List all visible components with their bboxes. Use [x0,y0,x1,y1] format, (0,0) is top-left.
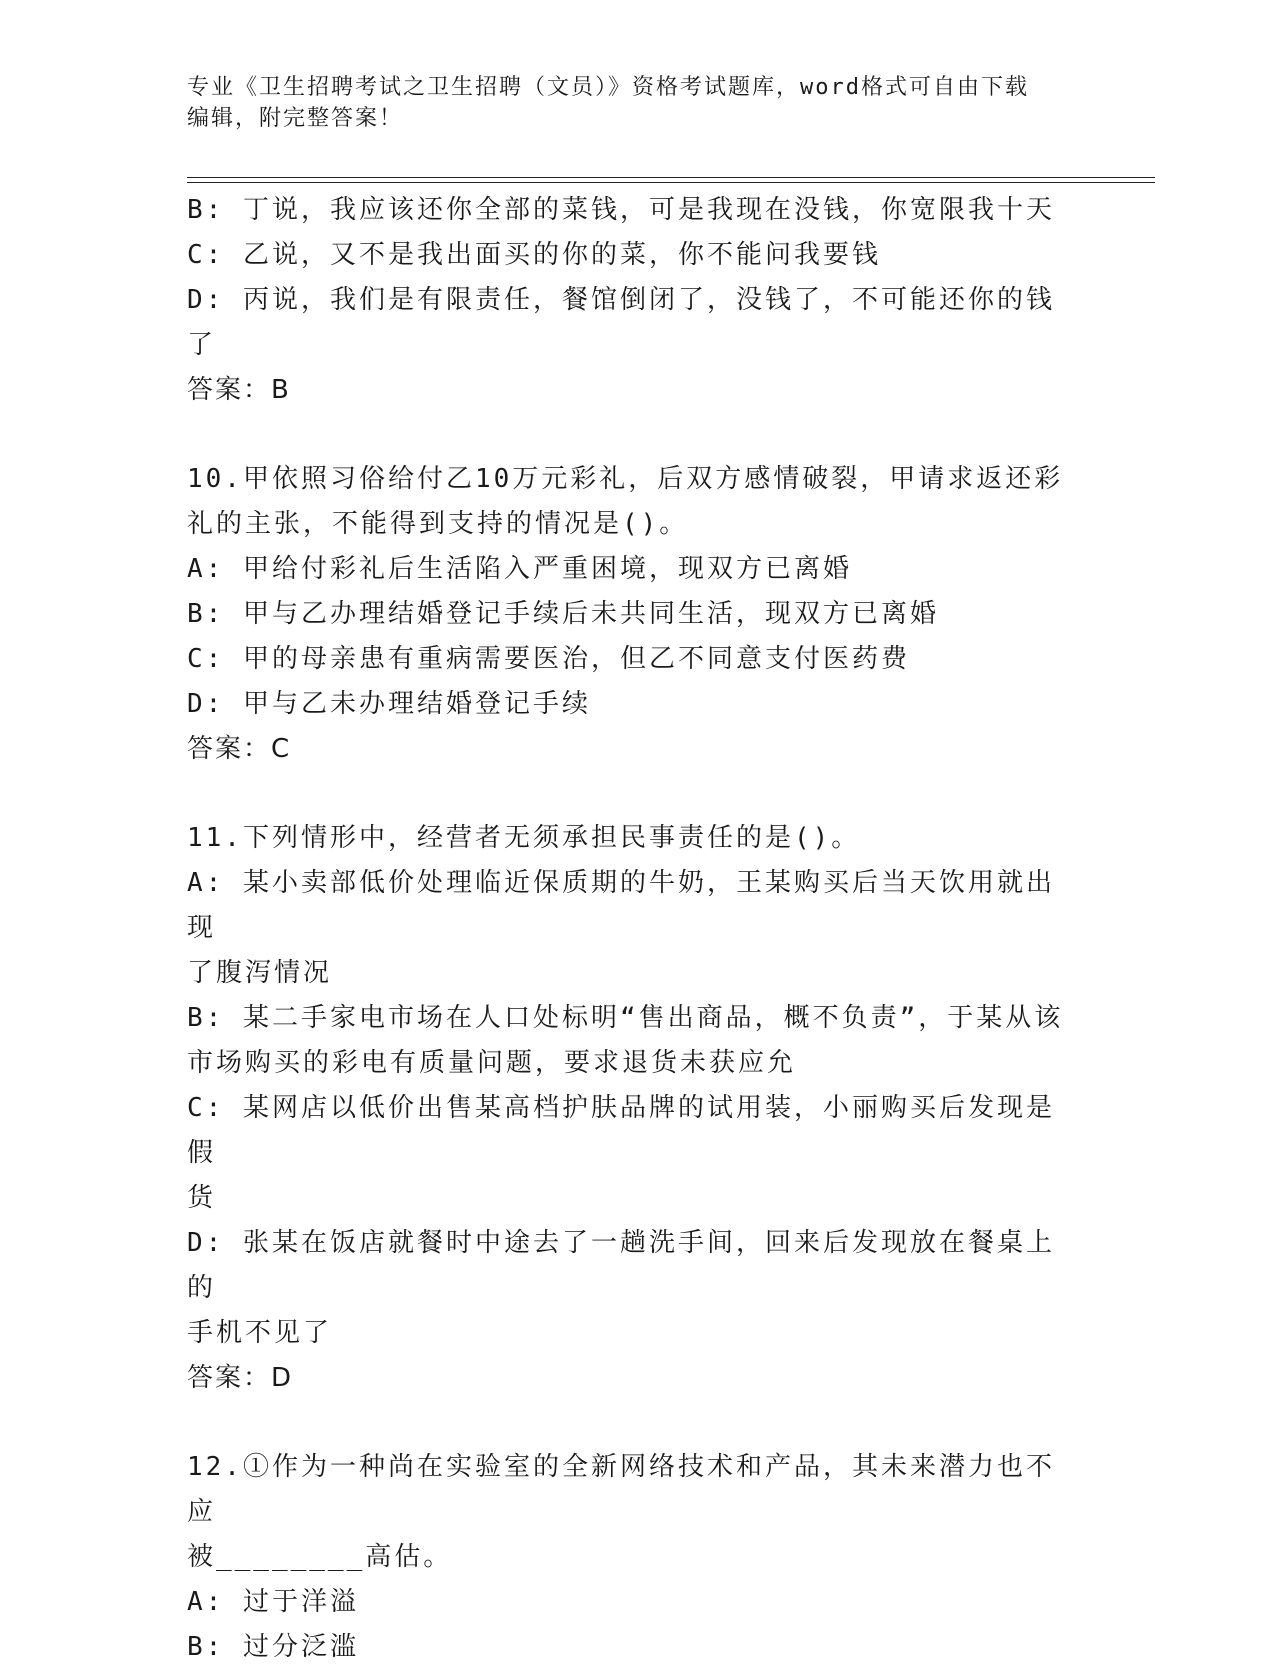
option-a: A: 甲给付彩礼后生活陷入严重困境，现双方已离婚 [187,554,852,584]
option-c: C: 甲的母亲患有重病需要医治，但乙不同意支付医药费 [187,644,910,674]
question-stem: 11.下列情形中，经营者无须承担民事责任的是()。 [187,823,861,853]
answer: 答案：C [187,734,292,764]
question-stem: 10.甲依照习俗给付乙10万元彩礼，后双方感情破裂，甲请求返还彩 [187,464,1064,494]
header-line-2: 编辑，附完整答案！ [187,106,404,131]
option-c: C: 乙说，又不是我出面买的你的菜，你不能问我要钱 [187,240,881,270]
question-stem-cont: 礼的主张，不能得到支持的情况是()。 [187,509,689,539]
option-a: A: 过于洋溢 [187,1587,359,1617]
spacer [187,413,1067,457]
header-line-1: 专业《卫生招聘考试之卫生招聘（文员）》资格考试题库，word格式可自由下载 [187,75,1029,100]
answer: 答案：B [187,375,291,405]
option-d: D: 丙说，我们是有限责任，餐馆倒闭了，没钱了，不可能还你的钱了 [187,285,1055,360]
question-stem: 12.①作为一种尚在实验室的全新网络技术和产品，其未来潜力也不应 [187,1452,1055,1527]
option-c-cont: 货 [187,1183,217,1213]
option-b: B: 某二手家电市场在人口处标明“售出商品，概不负责”，于某从该 [187,1003,1064,1033]
option-a: A: 某小卖部低价处理临近保质期的牛奶，王某购买后当天饮用就出现 [187,868,1055,943]
option-d-cont: 手机不见了 [187,1318,333,1348]
option-b: B: 甲与乙办理结婚登记手续后未共同生活，现双方已离婚 [187,599,939,629]
question-10 [187,457,1067,772]
question-9-continued [187,188,1067,413]
question-12 [187,1445,1067,1670]
spacer [187,772,1067,816]
option-d: D: 甲与乙未办理结婚登记手续 [187,689,591,719]
option-b: B: 丁说，我应该还你全部的菜钱，可是我现在没钱，你宽限我十天 [187,195,1055,225]
header-divider [187,177,1155,183]
answer: 答案：D [187,1363,294,1393]
option-d: D: 张某在饭店就餐时中途去了一趟洗手间，回来后发现放在餐桌上的 [187,1228,1055,1303]
question-11 [187,816,1067,1401]
document-header [187,72,1087,134]
option-c: C: 某网店以低价出售某高档护肤品牌的试用装，小丽购买后发现是假 [187,1093,1055,1168]
option-b: B: 过分泛滥 [187,1632,359,1662]
question-list [187,188,1067,1670]
spacer [187,1401,1067,1445]
option-b-cont: 市场购买的彩电有质量问题，要求退货未获应允 [187,1048,797,1078]
option-a-cont: 了腹泻情况 [187,958,333,988]
question-stem-cont: 被________高估。 [187,1542,453,1572]
